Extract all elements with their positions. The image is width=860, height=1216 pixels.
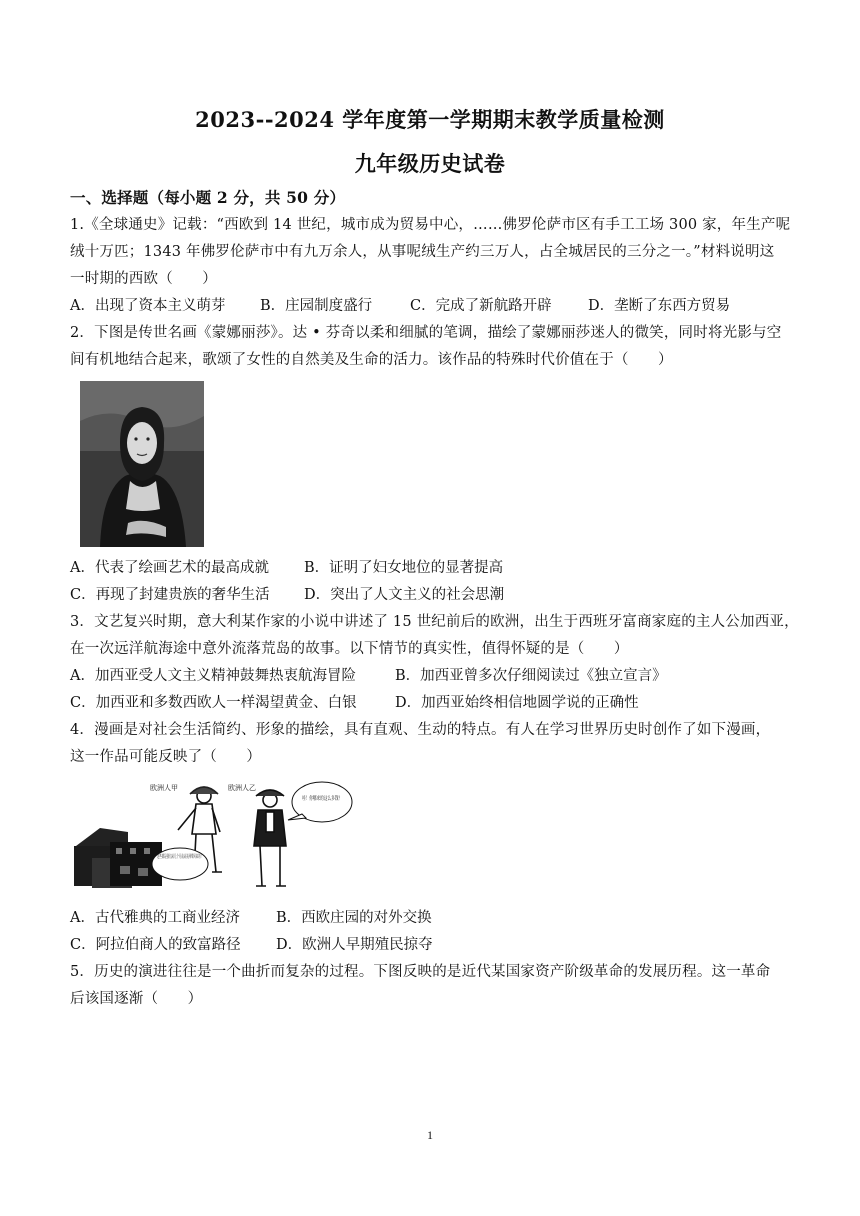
question-3-line-2: 在一次远洋航海途中意外流落荒岛的故事。以下情节的真实性，值得怀疑的是（ ）: [70, 641, 629, 657]
exam-title: 2023--2024 学年度第一学期期末教学质量检测: [195, 107, 665, 132]
option: D．加西亚始终相信地圆学说的正确性: [395, 695, 639, 711]
question-5-line-2: 后该国逐渐（ ）: [70, 991, 203, 1007]
question-1-options: [70, 296, 730, 316]
question-3-options-row-1: [70, 666, 667, 686]
treasure-chest-icon: [74, 828, 162, 888]
option: B．加西亚曾多次仔细阅读过《独立宣言》: [395, 668, 667, 684]
label-european-b: 欧洲人乙: [228, 784, 256, 792]
question-1-line-1: 1.《全球通史》记载：“西欧到 14 世纪，城市成为贸易中心，……佛罗伦萨市区有手工工场 300 家，年生产呢: [70, 217, 791, 233]
option: D．垄断了东西方贸易: [588, 298, 731, 314]
question-2-line-2: 间有机地结合起来，歌颂了女性的自然美及生命的活力。该作品的特殊时代价值在于（ ）: [70, 352, 673, 368]
option: B．庄园制度盛行: [260, 298, 373, 314]
question-3-options-row-2: [70, 693, 639, 713]
option: A．出现了资本主义萌芽: [70, 298, 226, 314]
option: C．阿拉伯商人的致富路径: [70, 937, 241, 953]
label-european-a: 欧洲人甲: [150, 784, 178, 792]
option: A．古代雅典的工商业经济: [70, 910, 240, 926]
question-5-line-1: 5．历史的演进往往是一个曲折而复杂的过程。下图反映的是近代某国家资产阶级革命的发展历程。这一革命: [70, 964, 771, 980]
question-2-options-row-1: [70, 558, 503, 578]
option: C．完成了新航路开辟: [410, 298, 552, 314]
option: A．代表了绘画艺术的最高成就: [70, 560, 269, 576]
question-2-options-row-2: [70, 585, 504, 605]
option: B．西欧庄园的对外交换: [276, 910, 432, 926]
question-2-line-1: 2．下图是传世名画《蒙娜丽莎》。达 • 芬奇以柔和细腻的笔调，描绘了蒙娜丽莎迷人的微笑，同时将光影与空: [70, 325, 782, 341]
option: D．欧洲人早期殖民掠夺: [276, 937, 433, 953]
question-4-options-row-1: [70, 908, 432, 928]
question-4-options-row-2: [70, 935, 433, 955]
colonial-cartoon-image: [70, 776, 360, 896]
exam-subtitle: 九年级历史试卷: [354, 151, 506, 176]
section-heading: 一、选择题（每小题 2 分，共 50 分）: [70, 188, 346, 207]
mona-lisa-image: [80, 381, 204, 547]
question-4-line-1: 4．漫画是对社会生活简约、形象的描绘，具有直观、生动的特点。有人在学习世界历史时创作了如下漫画，: [70, 722, 771, 738]
option: D．突出了人文主义的社会思潮: [304, 587, 505, 603]
question-1-line-2: 绒十万匹；1343 年佛罗伦萨市中有九万余人，从事呢绒生产约三万人，占全城居民的三分之一。”材料说明这: [70, 244, 775, 260]
bubble-b-text: 哇！你哪来的这么多钱？: [302, 796, 360, 802]
question-3-line-1: 3．文艺复兴时期，意大利某作家的小说中讲述了 15 世纪前后的欧洲，出生于西班牙富商家庭的主人公加西亚，: [70, 614, 799, 630]
question-1-line-3: 一时期的西欧（ ）: [70, 271, 217, 287]
option: A．加西亚受人文主义精神鼓舞热衷航海冒险: [70, 668, 356, 684]
option: B．证明了妇女地位的显著提高: [304, 560, 504, 576]
question-4-line-2: 这一作品可能反映了（ ）: [70, 749, 262, 765]
bubble-a-text: [157, 853, 203, 860]
page-number: 1: [427, 1128, 433, 1142]
option: C．再现了封建贵族的奢华生活: [70, 587, 270, 603]
european-b-figure: [254, 790, 286, 886]
option: C．加西亚和多数西欧人一样渴望黄金、白银: [70, 695, 357, 711]
